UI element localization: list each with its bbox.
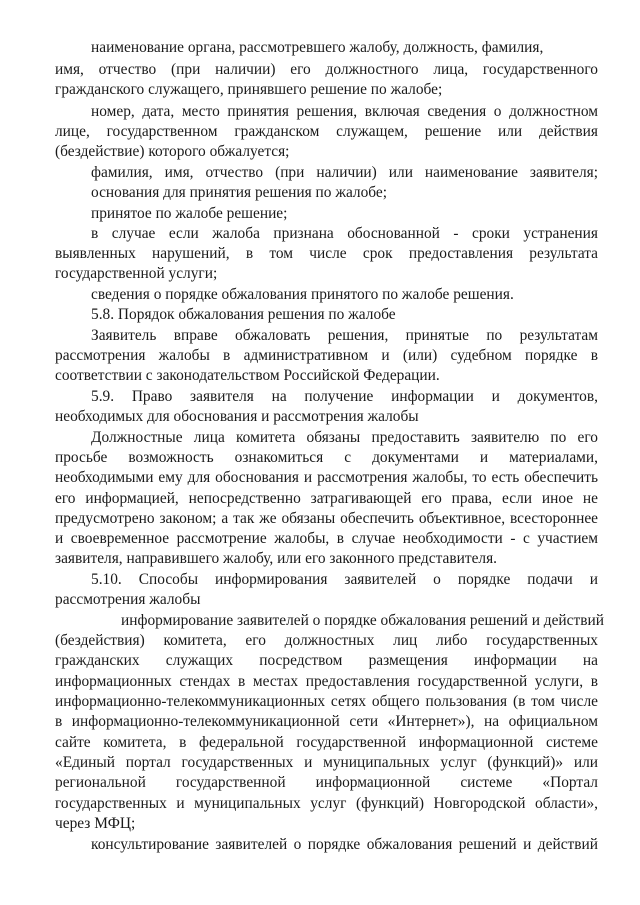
text-line: необходимыми ему для обоснования и рассмотрения жалобы, то есть обеспечить: [55, 469, 598, 486]
text-line: основания для принятия решения по жалобе;: [91, 184, 388, 201]
text-line: имя, отчество (при наличии) его должностного лица, государственного: [55, 61, 598, 78]
text-line: региональной государственной информационной системе «Портал: [55, 774, 598, 791]
text-line: лице, государственном гражданском служащем, решение или действия: [55, 123, 598, 140]
text-line: заявителя, направившего жалобу, или его законного представителя.: [55, 550, 498, 567]
text-line: информационно-телекоммуникационных сетях общего пользования (в том числе: [55, 693, 598, 710]
text-line: гражданских служащих посредством размещения информации на: [55, 652, 598, 669]
text-line: его информацией, непосредственно затрагивающей его права, если иное не: [55, 490, 598, 507]
section-heading-5-8: 5.8. Порядок обжалования решения по жалобе: [91, 306, 396, 323]
text-line: Должностные лица комитета обязаны предоставить заявителю по его: [91, 429, 598, 446]
text-line: принятое по жалобе решение;: [91, 205, 288, 222]
text-line: в случае если жалоба признана обоснованной - сроки устранения: [91, 225, 598, 242]
text-line: необходимых для обоснования и рассмотрения жалобы: [55, 408, 419, 425]
text-line: в информационно-телекоммуникационной сети «Интернет»), на официальном: [55, 713, 598, 730]
text-line: номер, дата, место принятия решения, включая сведения о должностном: [91, 103, 598, 120]
text-line: государственной услуги;: [55, 265, 218, 282]
text-line: наименование органа, рассмотревшего жалобу, должность, фамилия,: [91, 39, 544, 56]
text-line: государственных и муниципальных услуг (функций) Новгородской области»,: [55, 795, 598, 812]
text-line: информирование заявителей о порядке обжалования решений и действий: [121, 612, 604, 629]
text-line: (бездействие) которого обжалуется;: [55, 143, 290, 160]
text-line: консультирование заявителей о порядке обжалования решений и действий: [91, 836, 598, 853]
section-heading-5-10: 5.10. Способы информирования заявителей о порядке подачи и: [91, 571, 598, 588]
text-line: фамилия, имя, отчество (при наличии) или наименование заявителя;: [91, 164, 598, 181]
section-heading-5-9: 5.9. Право заявителя на получение информации и документов,: [91, 388, 598, 405]
text-line: просьбе возможность ознакомиться с документами и материалами,: [55, 449, 598, 466]
text-line: гражданского служащего, принявшего решение по жалобе;: [55, 81, 443, 98]
text-line: сайте комитета, в федеральной государственной информационной системе: [55, 734, 598, 751]
text-line: через МФЦ;: [55, 815, 136, 832]
text-line: и своевременное рассмотрение жалобы, в случае необходимости - с участием: [55, 530, 598, 547]
text-line: рассмотрения жалобы: [55, 591, 201, 608]
text-line: информационных стендах в местах предоставления государственной услуги, в: [55, 673, 598, 690]
text-line: сведения о порядке обжалования принятого по жалобе решения.: [91, 286, 514, 303]
text-line: «Единый портал государственных и муниципальных услуг (функций)» или: [55, 754, 598, 771]
text-line: предусмотрено законом; а так же обязаны обеспечить объективное, всестороннее: [55, 510, 598, 527]
text-line: Заявитель вправе обжаловать решения, принятые по результатам: [91, 327, 598, 344]
text-line: (бездействия) комитета, его должностных лиц либо государственных: [55, 632, 598, 649]
text-line: рассмотрения жалобы в административном и (или) судебном порядке в: [55, 347, 598, 364]
text-line: соответствии с законодательством Российской Федерации.: [55, 367, 440, 384]
text-line: выявленных нарушений, в том числе срок предоставления результата: [55, 245, 598, 262]
